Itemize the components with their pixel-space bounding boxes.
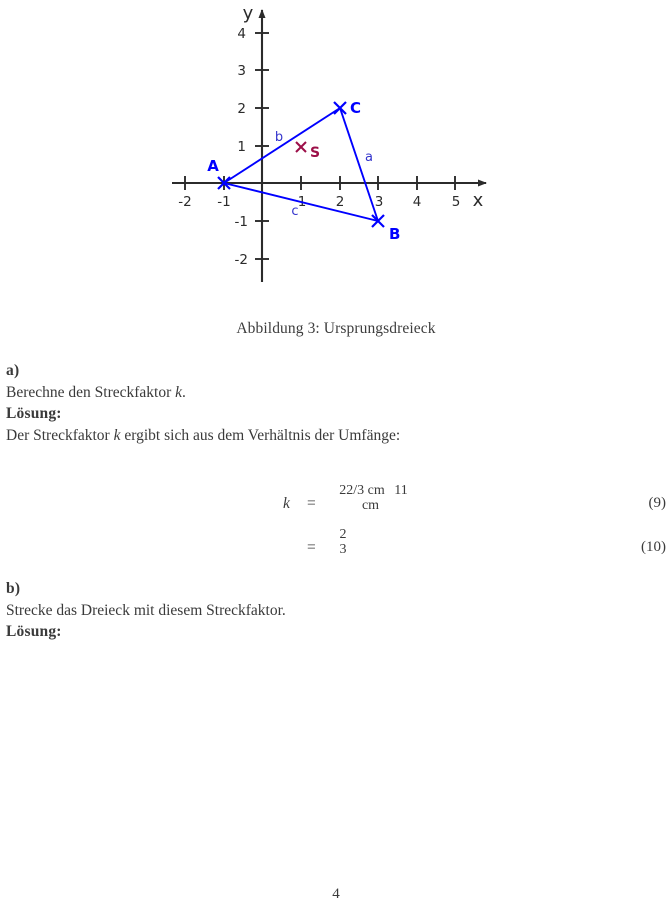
x-tick-label-1: -1 (217, 194, 231, 210)
equation-10-number: (10) (641, 539, 666, 555)
marker-B (372, 215, 384, 227)
equation-9-numerator: 22/3 cm (339, 483, 385, 498)
equation-9-denominator: 11 cm (361, 483, 408, 513)
x-axis-label: x (472, 190, 484, 211)
y-tick-label-2: 2 (237, 101, 246, 117)
x-tick-label-3: 2 (335, 194, 345, 210)
side-label-b: b (274, 130, 284, 145)
equation-10-numerator: 2 (339, 527, 347, 542)
y-tick-label-3: 1 (237, 139, 246, 155)
solution-post: ergibt sich aus dem Verhältnis der Umfänge: (120, 426, 401, 444)
solution-pre: Der Streckfaktor (6, 426, 114, 444)
section-a-label: a) (6, 362, 20, 379)
section-b-task: Strecke das Dreieck mit diesem Streckfaktor. (6, 601, 286, 619)
section-a-solution-label: Lösung: (6, 405, 62, 422)
section-a-solution-text (6, 425, 666, 447)
marker-C (334, 102, 346, 114)
page-number: 4 (332, 886, 340, 902)
section-b-solution-label: Lösung: (6, 623, 62, 640)
equation-9-relation: = (307, 495, 316, 512)
exercise-body (6, 360, 666, 446)
x-tick-label-2: 1 (297, 194, 307, 210)
equation-9-fraction (334, 483, 410, 513)
axes-group (172, 10, 486, 282)
exercise-body-b (6, 578, 666, 643)
section-b-label: b) (6, 580, 21, 597)
side-label-a: a (365, 150, 373, 165)
solution-math-k: k (113, 426, 121, 444)
x-tick-label-6: 5 (451, 194, 461, 210)
figure-caption: Abbildung 3: Ursprungsdreieck (236, 320, 436, 337)
x-tick-label-4: 3 (374, 194, 384, 210)
equation-10-relation: = (307, 539, 316, 556)
vertex-label-B: B (389, 225, 401, 243)
section-a-task-tail: . (182, 383, 186, 401)
section-a-task (6, 382, 666, 404)
x-tick-label-5: 4 (412, 194, 422, 210)
figure-ursprungsdreieck (0, 0, 672, 337)
vertex-label-A: A (207, 157, 219, 175)
equation-9-number: (9) (648, 495, 666, 511)
section-a-task-pre: Berechne den Streckfaktor (6, 383, 176, 401)
centroid-label-S: S (310, 145, 321, 161)
y-tick-label-4: -1 (234, 214, 248, 230)
y-tick-label-5: -2 (234, 252, 248, 268)
y-axis-label: y (242, 3, 254, 24)
section-a-task-math: k (175, 383, 183, 401)
equation-10-fraction (334, 527, 352, 557)
y-tick-label-0: 4 (237, 26, 246, 42)
vertex-label-C: C (350, 99, 362, 117)
marker-S (296, 142, 306, 152)
x-tick-label-0: -2 (178, 194, 192, 210)
coordinate-plot (0, 0, 672, 300)
y-tick-label-1: 3 (237, 63, 246, 79)
equation-10-denominator: 3 (339, 542, 347, 557)
equation-9-lhs: k (283, 495, 290, 512)
side-label-c: c (291, 204, 299, 219)
